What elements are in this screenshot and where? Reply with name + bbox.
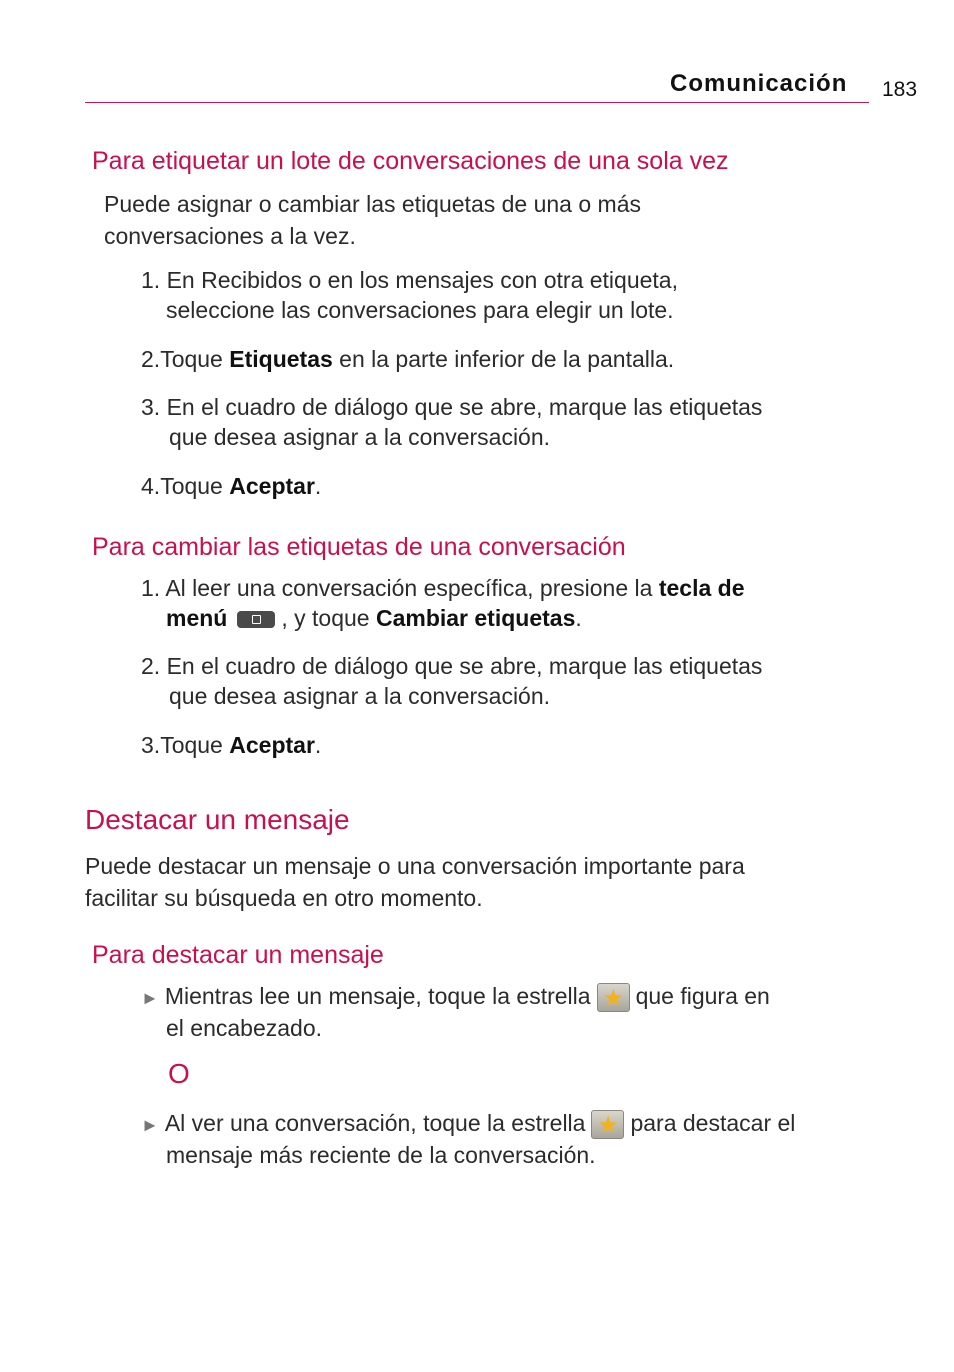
step-item <box>141 651 762 711</box>
bullet-text: Al ver una conversación, toque la estrella <box>164 1110 586 1136</box>
section-heading-star-message: Destacar un mensaje <box>85 804 350 835</box>
ui-term-aceptar: Aceptar <box>229 732 315 758</box>
bullet-item <box>141 981 770 1043</box>
running-header-title: Comunicación <box>670 70 848 97</box>
step-text: seleccione las conversaciones para elegir un lote. <box>166 297 674 323</box>
intro-line: Puede destacar un mensaje o una conversación importante para <box>85 853 745 879</box>
intro-line: conversaciones a la vez. <box>104 223 356 249</box>
ui-term-menu-key: menú <box>166 605 228 631</box>
bullet-arrow-icon: ► <box>141 1115 159 1135</box>
bullet-item <box>141 1108 795 1170</box>
star-icon <box>591 1110 624 1139</box>
bullet-text: para destacar el <box>630 1110 796 1136</box>
step-number: 1. <box>141 267 161 293</box>
step-text: . <box>575 605 582 631</box>
section-heading-batch-labels: Para etiquetar un lote de conversaciones de una sola vez <box>92 147 729 175</box>
step-item <box>141 730 321 760</box>
step-text: que desea asignar a la conversación. <box>169 683 551 709</box>
step-text: En el cuadro de diálogo que se abre, marque las etiquetas <box>166 653 763 679</box>
step-number: 2. <box>141 653 161 679</box>
page-number: 183 <box>882 78 918 101</box>
bullet-text: que figura en <box>635 983 770 1009</box>
step-item <box>141 471 321 501</box>
bullet-text: el encabezado. <box>166 1015 323 1041</box>
step-text: Al leer una conversación específica, presione la <box>165 575 659 601</box>
section-intro-star-message <box>85 850 745 914</box>
step-number: 2. <box>141 346 161 372</box>
intro-line: facilitar su búsqueda en otro momento. <box>85 885 483 911</box>
step-number: 3. <box>141 732 161 758</box>
or-separator: O <box>168 1058 190 1089</box>
star-icon <box>597 983 630 1012</box>
ui-term-change-labels: Cambiar etiquetas <box>375 605 576 631</box>
ui-term-etiquetas: Etiquetas <box>229 346 333 372</box>
step-text: Toque <box>160 346 230 372</box>
step-text: Toque <box>160 473 230 499</box>
step-text: En Recibidos o en los mensajes con otra etiqueta, <box>166 267 678 293</box>
step-text: . <box>314 473 322 499</box>
bullet-text: mensaje más reciente de la conversación. <box>166 1142 596 1168</box>
step-text: En el cuadro de diálogo que se abre, marque las etiquetas <box>166 394 763 420</box>
section-heading-how-to-star: Para destacar un mensaje <box>92 941 384 969</box>
step-text: Toque <box>160 732 230 758</box>
step-text: , y toque <box>281 605 376 631</box>
step-item <box>141 392 762 452</box>
ui-term-menu-key: tecla de <box>658 575 745 601</box>
step-number: 4. <box>141 473 161 499</box>
step-number: 1. <box>141 575 161 601</box>
section-heading-change-labels: Para cambiar las etiquetas de una conversación <box>92 533 626 561</box>
step-item <box>141 344 674 374</box>
step-item <box>141 573 744 633</box>
bullet-arrow-icon: ► <box>141 988 159 1008</box>
header-divider <box>85 102 869 103</box>
section-intro-batch-labels <box>104 188 641 252</box>
step-text: que desea asignar a la conversación. <box>169 424 551 450</box>
step-text: en la parte inferior de la pantalla. <box>332 346 675 372</box>
menu-key-icon <box>237 611 275 628</box>
step-item <box>141 265 678 325</box>
ui-term-aceptar: Aceptar <box>229 473 315 499</box>
step-text: . <box>314 732 322 758</box>
step-number: 3. <box>141 394 161 420</box>
intro-line: Puede asignar o cambiar las etiquetas de una o más <box>104 191 641 217</box>
bullet-text: Mientras lee un mensaje, toque la estrella <box>164 983 591 1009</box>
